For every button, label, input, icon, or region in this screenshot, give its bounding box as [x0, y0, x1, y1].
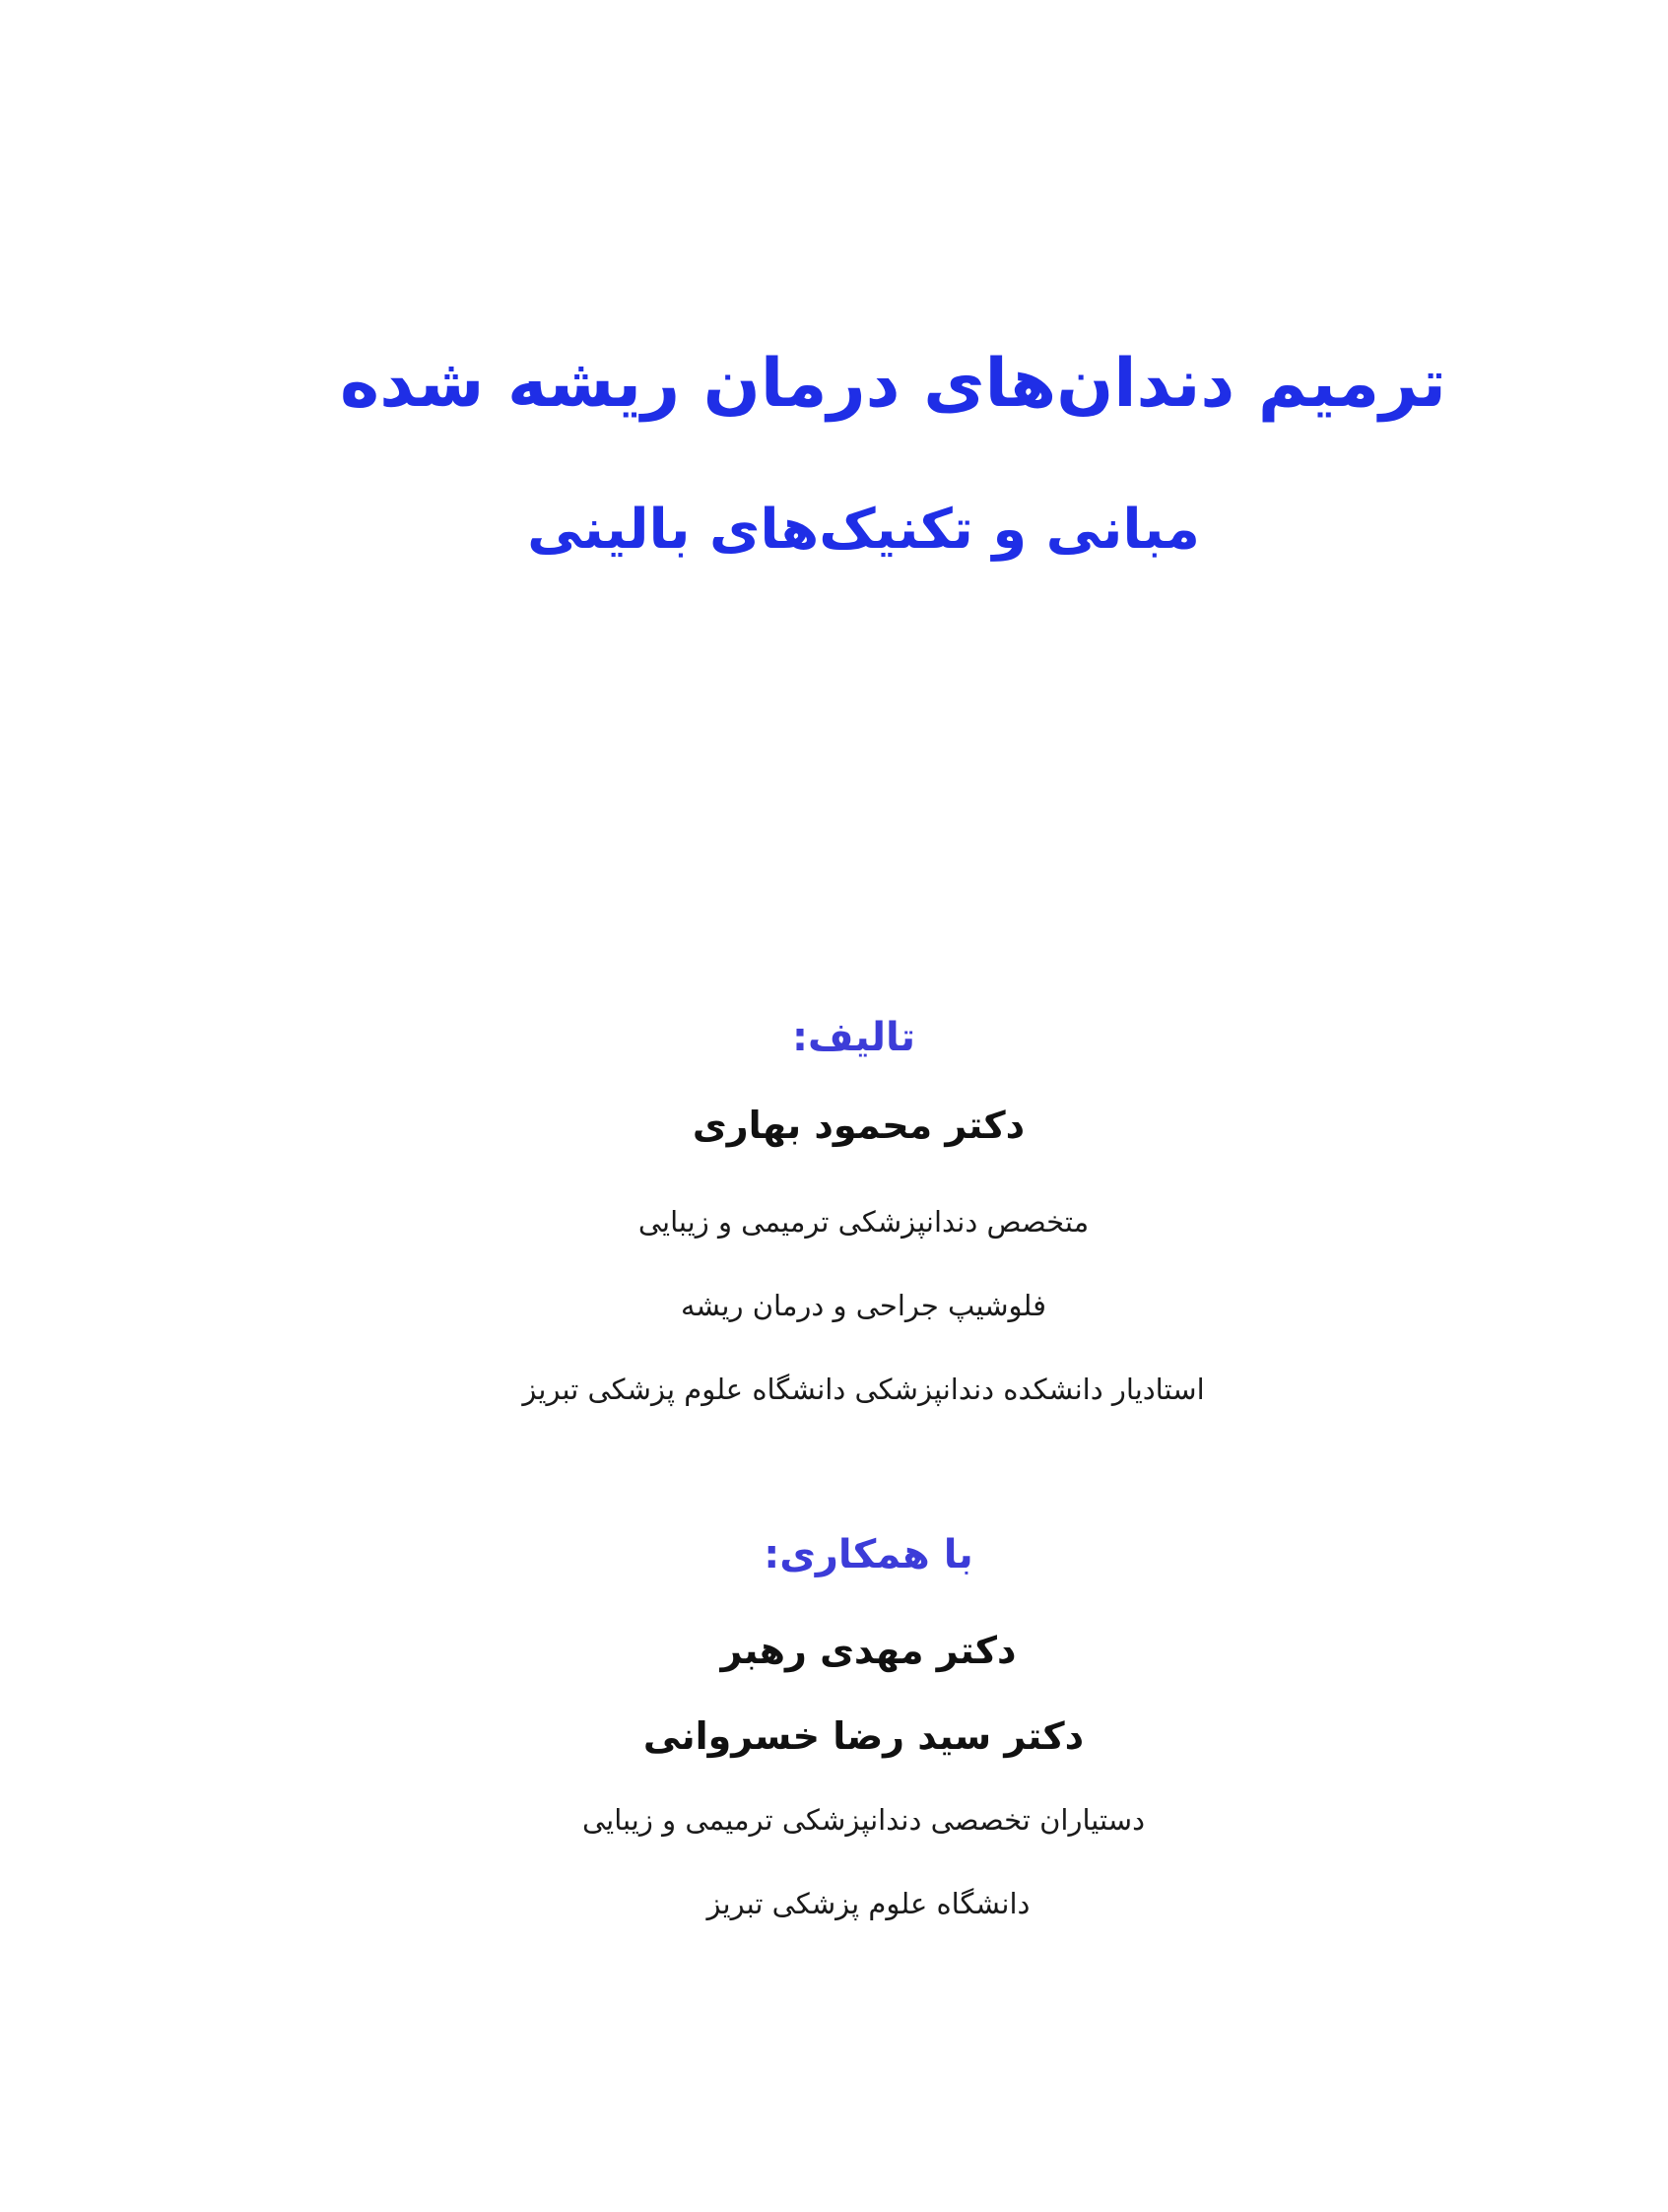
book-title: ترمیم دندان‌های درمان ریشه شده [340, 345, 1446, 423]
author-detail: استادیار دانشکده دندانپزشکی دانشگاه علوم پزشکی تبریز [522, 1373, 1205, 1406]
author-detail: متخصص دندانپزشکی ترمیمی و زیبایی [637, 1205, 1090, 1239]
collaborator-name: دکتر سید رضا خسروانی [642, 1714, 1085, 1758]
collaborators-heading: با همکاری: [764, 1532, 973, 1577]
book-subtitle: مبانی و تکنیک‌های بالینی [527, 498, 1200, 562]
collaborator-detail: دانشگاه علوم پزشکی تبریز [706, 1887, 1031, 1920]
author-detail: فلوشیپ جراحی و درمان ریشه [680, 1289, 1046, 1322]
author-heading: تالیف: [791, 1015, 916, 1060]
author-name: دکتر محمود بهاری [692, 1104, 1026, 1147]
collaborator-name: دکتر مهدی رهبر [720, 1629, 1017, 1672]
collaborator-detail: دستیاران تخصصی دندانپزشکی ترمیمی و زیبایی [581, 1803, 1146, 1837]
